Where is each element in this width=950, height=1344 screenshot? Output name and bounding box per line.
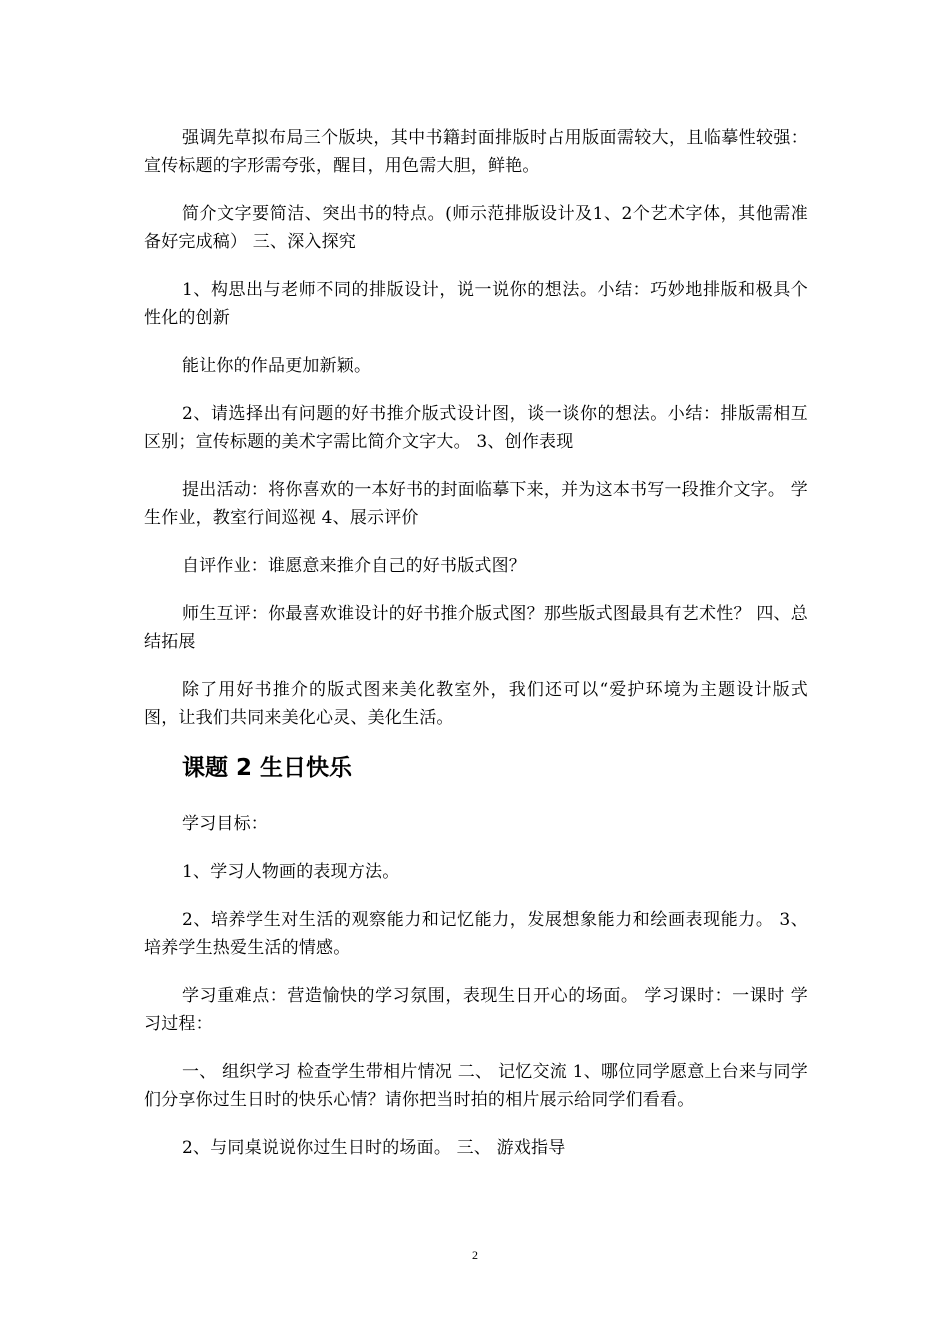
paragraph: 自评作业：谁愿意来推介自己的好书版式图？ xyxy=(182,556,526,576)
paragraph: 2、与同桌说说你过生日时的场面。 三、 游戏指导 xyxy=(182,1138,566,1158)
paragraph: 一、 组织学习 检查学生带相片情况 二、 记忆交流 1、哪位同学愿意上台来与同学们分享你过生日时的快乐心情？请你把当时拍的相片展示给同学们看看。 xyxy=(144,1062,808,1110)
paragraph: 强调先草拟布局三个版块，其中书籍封面排版时占用版面需较大，且临摹性较强： 宣传标题的字形需夸张，醒目，用色需大胆，鲜艳。 xyxy=(144,128,808,176)
paragraph: 学习目标： xyxy=(182,814,268,834)
paragraph: 师生互评：你最喜欢谁设计的好书推介版式图？那些版式图最具有艺术性？ 四、总结拓展 xyxy=(144,604,808,652)
paragraph: 能让你的作品更加新颖。 xyxy=(182,356,372,376)
page-number: 2 xyxy=(472,1248,478,1262)
paragraph: 1、构思出与老师不同的排版设计，说一说你的想法。小结：巧妙地排版和极具个性化的创新 xyxy=(144,280,808,328)
paragraph: 学习重难点：营造愉快的学习氛围，表现生日开心的场面。 学习课时：一课时 学习过程： xyxy=(144,986,808,1034)
section-heading: 课题 2 生日快乐 xyxy=(182,755,353,781)
paragraph: 1、学习人物画的表现方法。 xyxy=(182,862,400,882)
paragraph: 2、培养学生对生活的观察能力和记忆能力，发展想象能力和绘画表现能力。 3、培养学生热爱生活的情感。 xyxy=(144,910,808,958)
document-body xyxy=(144,124,808,1182)
paragraph: 除了用好书推介的版式图来美化教室外，我们还可以“爱护环境为主题设计版式图，让我们共同来美化心灵、美化生活。 xyxy=(144,680,808,728)
paragraph: 提出活动：将你喜欢的一本好书的封面临摹下来，并为这本书写一段推介文字。 学生作业，教室行间巡视 4、展示评价 xyxy=(144,480,808,528)
paragraph: 2、请选择出有问题的好书推介版式设计图，谈一谈你的想法。小结：排版需相互区别；宣传标题的美术字需比简介文字大。 3、创作表现 xyxy=(144,404,808,452)
paragraph: 简介文字要简洁、突出书的特点。(师示范排版设计及1、2个艺术字体，其他需准备好完成稿） 三、深入探究 xyxy=(144,204,808,252)
